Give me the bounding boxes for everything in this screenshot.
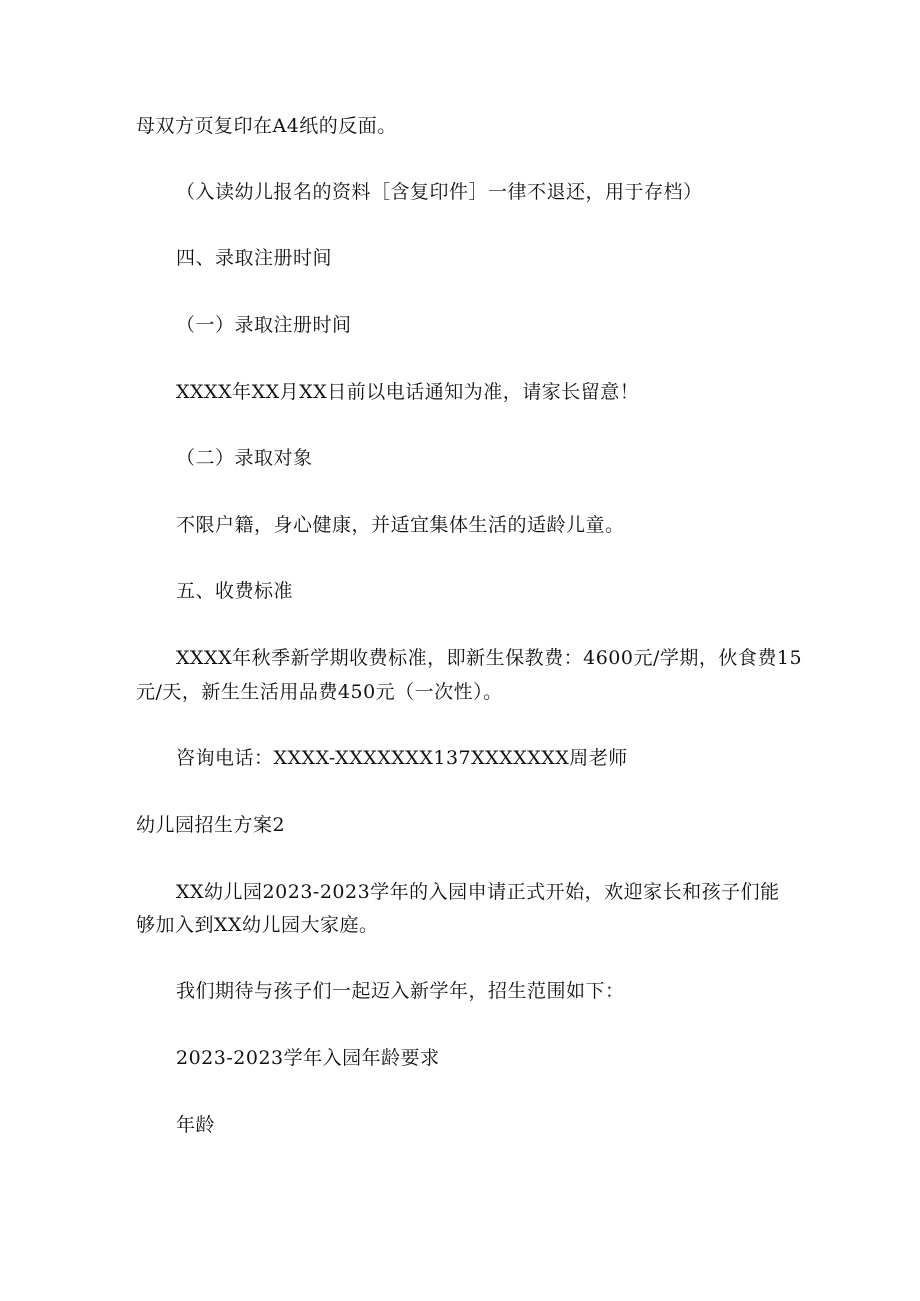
subsection-heading: （二）录取对象 xyxy=(176,447,313,469)
text-line: XX幼儿园2023-2023学年的入园申请正式开始，欢迎家长和孩子们能 xyxy=(176,881,780,903)
section-heading: 四、录取注册时间 xyxy=(176,247,333,269)
text-line: 元/天，新生生活用品费450元（一次性）。 xyxy=(136,681,503,703)
text-line: XXXX年XX月XX日前以电话通知为准，请家长留意！ xyxy=(176,381,640,403)
contact-line: 咨询电话：XXXX-XXXXXXX137XXXXXXX周老师 xyxy=(176,747,628,769)
text-line: 够加入到XX幼儿园大家庭。 xyxy=(136,914,379,936)
text-line: （入读幼儿报名的资料［含复印件］一律不退还，用于存档） xyxy=(176,181,703,203)
text-line: 年龄 xyxy=(176,1114,216,1136)
document-title: 幼儿园招生方案2 xyxy=(136,814,286,836)
text-line: 不限户籍，身心健康，并适宜集体生活的适龄儿童。 xyxy=(176,514,625,536)
text-line: 母双方页复印在A4纸的反面。 xyxy=(136,115,397,137)
text-line: XXXX年秋季新学期收费标准，即新生保教费：4600元/学期，伙食费15 xyxy=(176,647,803,669)
text-line: 2023-2023学年入园年龄要求 xyxy=(176,1047,440,1069)
subsection-heading: （一）录取注册时间 xyxy=(176,314,352,336)
text-line: 我们期待与孩子们一起迈入新学年，招生范围如下： xyxy=(176,980,625,1002)
section-heading: 五、收费标准 xyxy=(176,580,294,602)
